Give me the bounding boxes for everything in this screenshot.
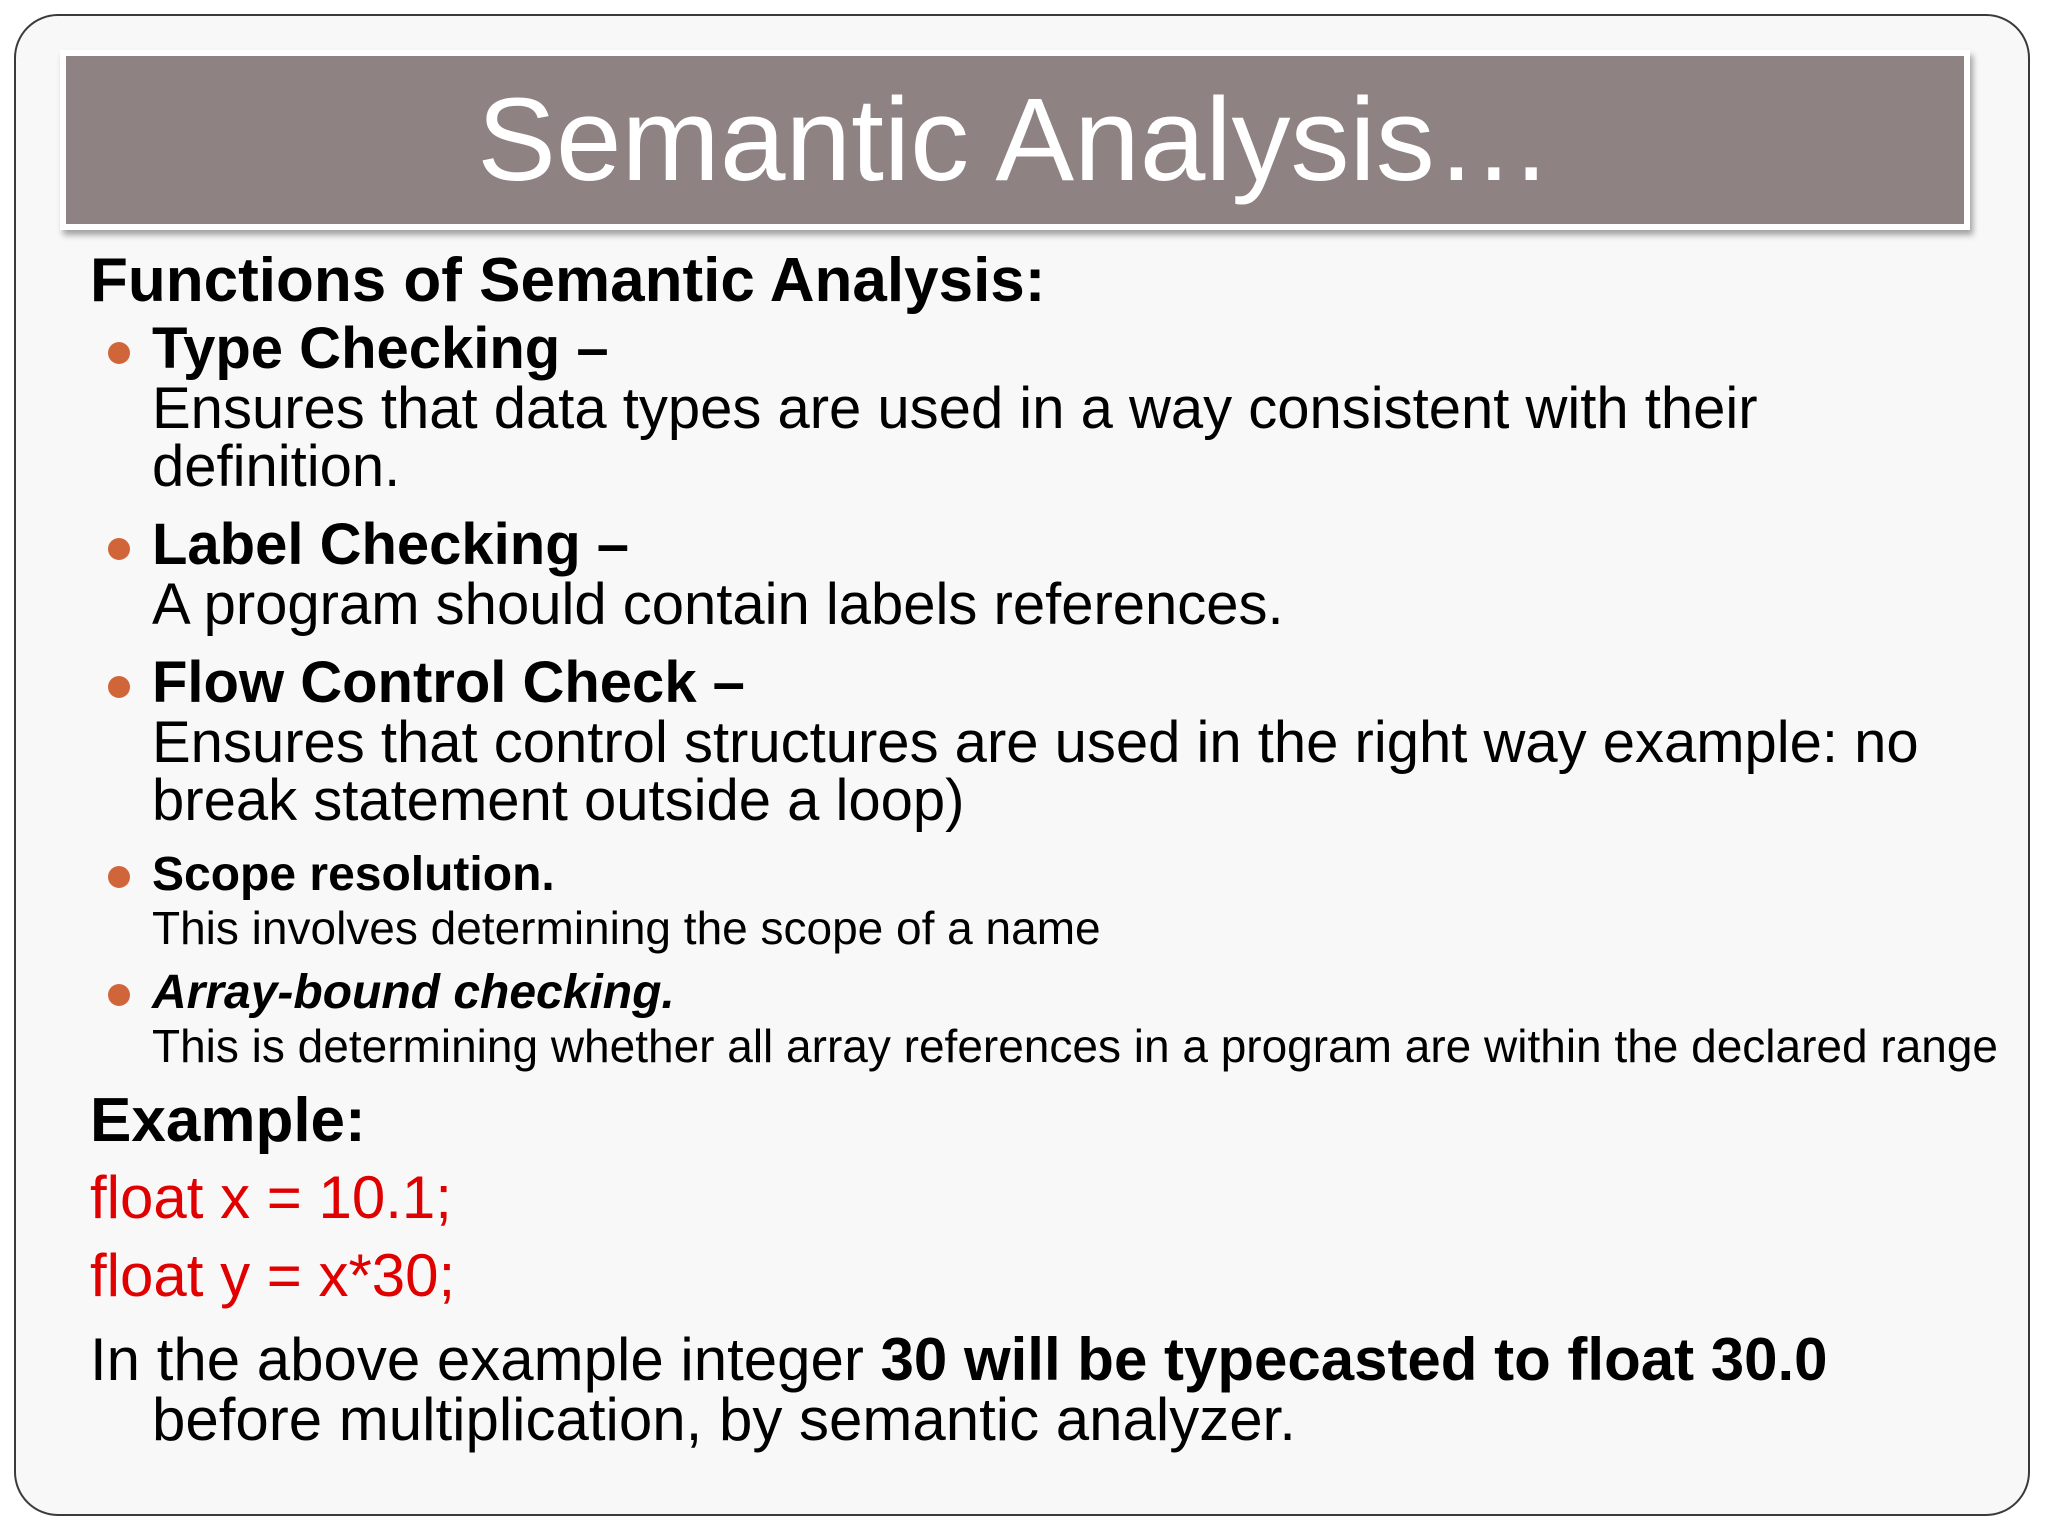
bullet-title: Scope resolution. bbox=[152, 848, 555, 901]
bullet-dot-icon bbox=[108, 538, 130, 560]
conclusion-text bbox=[90, 1326, 2010, 1453]
bullet-dot-icon bbox=[108, 342, 130, 364]
bullet-description: Ensures that control structures are used in the right way example: no break statement outside a loop) bbox=[152, 710, 1919, 833]
title-bar bbox=[60, 50, 1970, 230]
bullet-dot-icon bbox=[108, 866, 130, 888]
bullet-description: Ensures that data types are used in a way consistent with their definition. bbox=[152, 376, 1758, 499]
bullet-title: Label Checking – bbox=[152, 512, 630, 577]
code-line: float y = x*30; bbox=[90, 1242, 456, 1309]
code-line: float x = 10.1; bbox=[90, 1164, 452, 1231]
bullet-description: A program should contain labels references. bbox=[152, 572, 1284, 637]
bullet-type-checking bbox=[90, 316, 2010, 499]
bullet-description: This involves determining the scope of a name bbox=[152, 902, 1101, 954]
bullet-dot-icon bbox=[108, 676, 130, 698]
bullet-description: This is determining whether all array references in a program are within the declared range bbox=[152, 1020, 1999, 1072]
bullet-list bbox=[90, 318, 2010, 1072]
slide-frame bbox=[14, 14, 2030, 1516]
bullet-label-checking bbox=[90, 512, 2010, 637]
conclusion-bold: 30 will be typecasted to float 30.0 bbox=[880, 1326, 1828, 1393]
section-heading: Functions of Semantic Analysis: bbox=[90, 246, 1046, 315]
bullet-dot-icon bbox=[108, 984, 130, 1006]
bullet-title: Array-bound checking. bbox=[152, 966, 675, 1019]
slide-content bbox=[90, 244, 2010, 1453]
slide-title: Semantic Analysis… bbox=[477, 74, 1553, 206]
conclusion-suffix: before multiplication, by semantic analyzer. bbox=[152, 1386, 1296, 1453]
conclusion-prefix: In the above example integer bbox=[90, 1326, 881, 1393]
example-heading: Example: bbox=[90, 1086, 366, 1155]
bullet-title: Flow Control Check – bbox=[152, 650, 745, 715]
bullet-title: Type Checking – bbox=[152, 316, 609, 381]
bullet-scope-resolution bbox=[90, 848, 2010, 954]
bullet-array-bound-checking bbox=[90, 966, 2010, 1072]
bullet-flow-control-check bbox=[90, 650, 2010, 833]
